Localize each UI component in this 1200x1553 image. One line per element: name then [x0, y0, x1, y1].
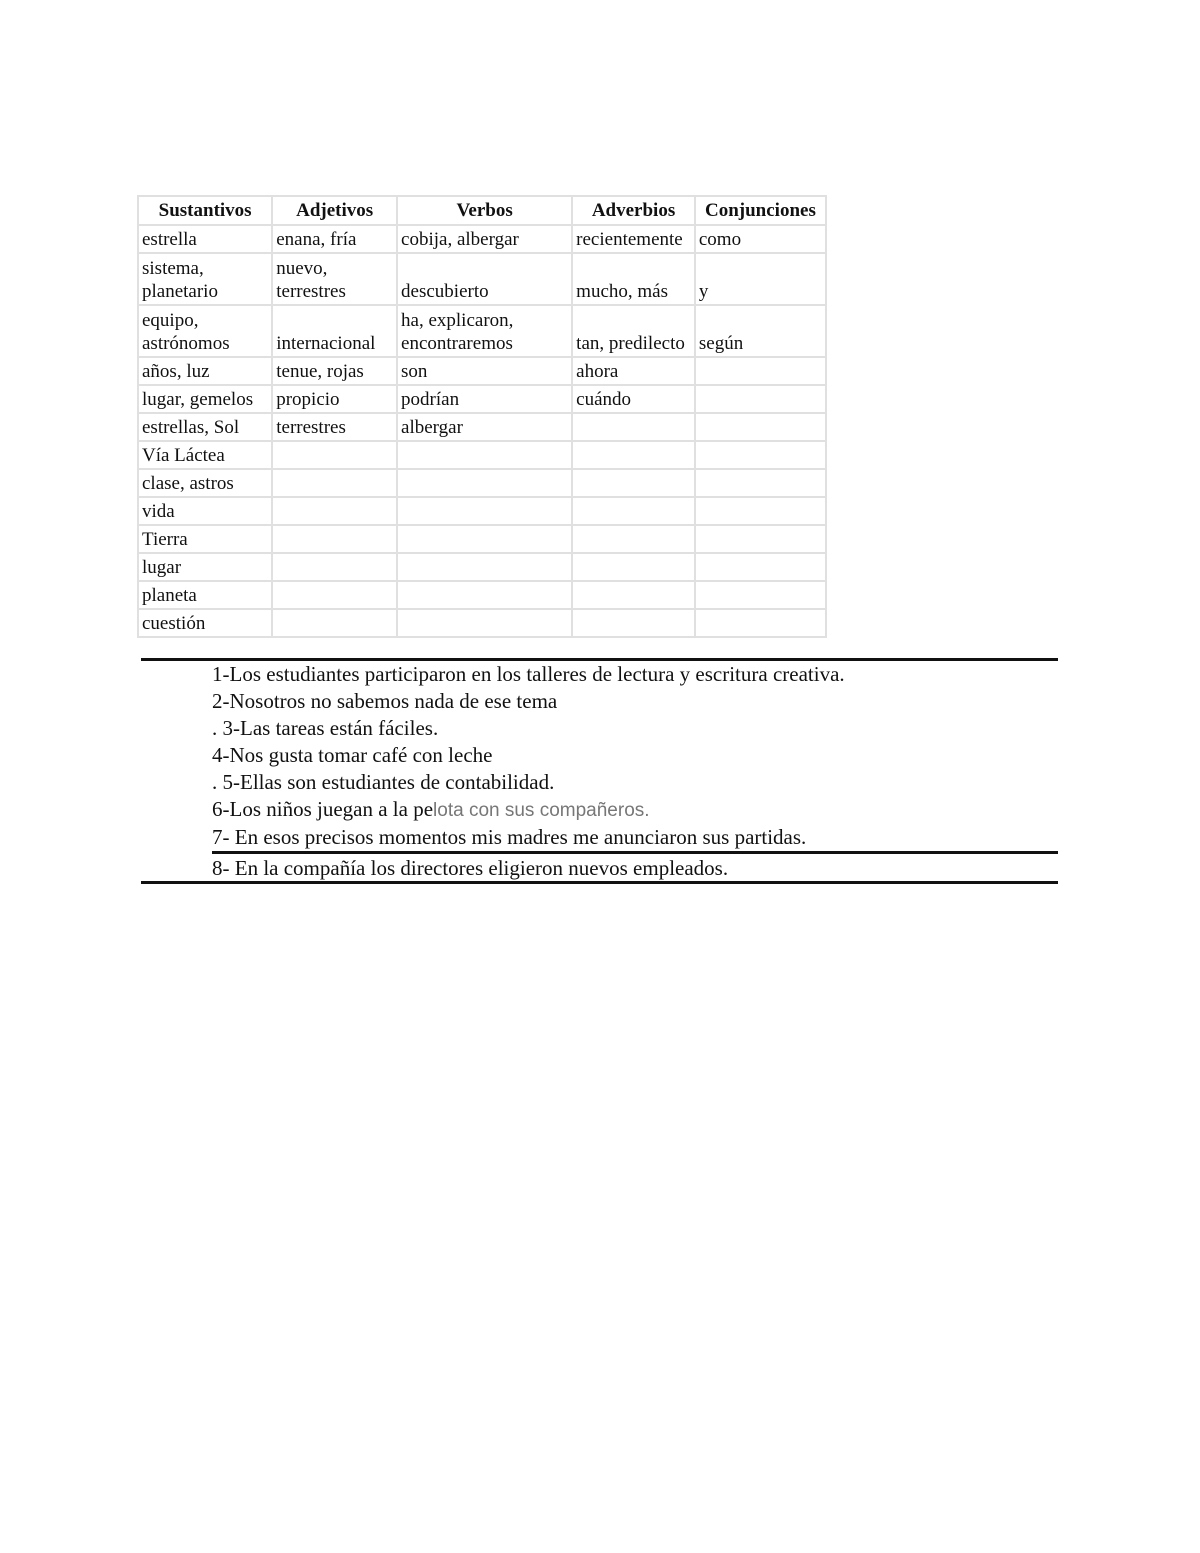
table-cell: y [695, 253, 826, 305]
table-row [138, 553, 826, 581]
table-cell: estrella [138, 225, 272, 253]
table-cell: cuándo [572, 385, 695, 413]
table-cell [695, 385, 826, 413]
table-cell: albergar [397, 413, 572, 441]
header-verbos: Verbos [397, 196, 572, 225]
table-cell [695, 525, 826, 553]
table-cell: sistema, planetario [138, 253, 272, 305]
table-row [138, 581, 826, 609]
table-cell: planeta [138, 581, 272, 609]
table-cell [572, 553, 695, 581]
rule-middle [212, 851, 1058, 854]
table-cell: cobija, albergar [397, 225, 572, 253]
sentence-4: 4-Nos gusta tomar café con leche [212, 743, 493, 767]
table-header-row [138, 196, 826, 225]
sentence-1: 1-Los estudiantes participaron en los talleres de lectura y escritura creativa. [212, 662, 845, 686]
sentence-6-end: lota con sus compañeros. [433, 800, 650, 821]
header-conjunciones: Conjunciones [695, 196, 826, 225]
table-cell [695, 609, 826, 637]
sentence-3: . 3-Las tareas están fáciles. [212, 716, 439, 740]
table-row [138, 469, 826, 497]
table-cell: lugar, gemelos [138, 385, 272, 413]
table-cell: propicio [272, 385, 397, 413]
sentence-6 [212, 796, 1058, 824]
table-cell [397, 525, 572, 553]
table-row [138, 413, 826, 441]
header-adverbios: Adverbios [572, 196, 695, 225]
table-row [138, 441, 826, 469]
table-cell: según [695, 305, 826, 357]
table-cell: ha, explicaron, encontraremos [397, 305, 572, 357]
table-cell [397, 497, 572, 525]
sentence-list [212, 661, 1058, 882]
table-cell: mucho, más [572, 253, 695, 305]
table-cell [572, 469, 695, 497]
table-cell [272, 553, 397, 581]
table-cell [272, 581, 397, 609]
sentence-8: 8- En la compañía los directores eligieron nuevos empleados. [212, 856, 729, 880]
word-classification-table [137, 195, 827, 638]
table-cell [397, 441, 572, 469]
table-row [138, 225, 826, 253]
header-adjetivos: Adjetivos [272, 196, 397, 225]
table-cell: Vía Láctea [138, 441, 272, 469]
table-cell [695, 469, 826, 497]
table-cell [272, 469, 397, 497]
sentence-5: . 5-Ellas son estudiantes de contabilidad. [212, 770, 555, 794]
sentence-2: 2-Nosotros no sabemos nada de ese tema [212, 689, 558, 713]
rule-bottom [141, 881, 1058, 884]
table-cell: son [397, 357, 572, 385]
table-row [138, 305, 826, 357]
table-cell [572, 413, 695, 441]
table-cell: podrían [397, 385, 572, 413]
table-row [138, 609, 826, 637]
table-cell [572, 441, 695, 469]
table-row [138, 497, 826, 525]
table-cell [695, 497, 826, 525]
table-cell: clase, astros [138, 469, 272, 497]
table-cell: lugar [138, 553, 272, 581]
table-cell: internacional [272, 305, 397, 357]
table-cell: tenue, rojas [272, 357, 397, 385]
table-row [138, 253, 826, 305]
table-cell: años, luz [138, 357, 272, 385]
table-cell [695, 441, 826, 469]
table-row [138, 357, 826, 385]
table-cell [397, 581, 572, 609]
table-cell [695, 581, 826, 609]
table-cell: tan, predilecto [572, 305, 695, 357]
table-cell [397, 469, 572, 497]
table-cell [572, 497, 695, 525]
table-cell: vida [138, 497, 272, 525]
table-cell: enana, fría [272, 225, 397, 253]
table-cell [272, 525, 397, 553]
table-cell [397, 609, 572, 637]
table-cell: Tierra [138, 525, 272, 553]
table-cell: recientemente [572, 225, 695, 253]
table-cell [572, 609, 695, 637]
table-cell: ahora [572, 357, 695, 385]
table-row [138, 385, 826, 413]
table-cell: equipo, astrónomos [138, 305, 272, 357]
table-cell [397, 553, 572, 581]
table-cell [272, 609, 397, 637]
sentence-7: 7- En esos precisos momentos mis madres me anunciaron sus partidas. [212, 825, 807, 849]
table-cell [272, 441, 397, 469]
table-row [138, 525, 826, 553]
table-cell [572, 525, 695, 553]
table-cell: como [695, 225, 826, 253]
table-cell: cuestión [138, 609, 272, 637]
table-cell: estrellas, Sol [138, 413, 272, 441]
table-cell [572, 581, 695, 609]
table-cell: terrestres [272, 413, 397, 441]
table-cell: descubierto [397, 253, 572, 305]
table-cell [695, 553, 826, 581]
table-cell [272, 497, 397, 525]
header-sustantivos: Sustantivos [138, 196, 272, 225]
table-cell [695, 357, 826, 385]
sentence-6-start: 6-Los niños juegan a la pe [212, 797, 434, 821]
table-cell: nuevo, terrestres [272, 253, 397, 305]
table-cell [695, 413, 826, 441]
